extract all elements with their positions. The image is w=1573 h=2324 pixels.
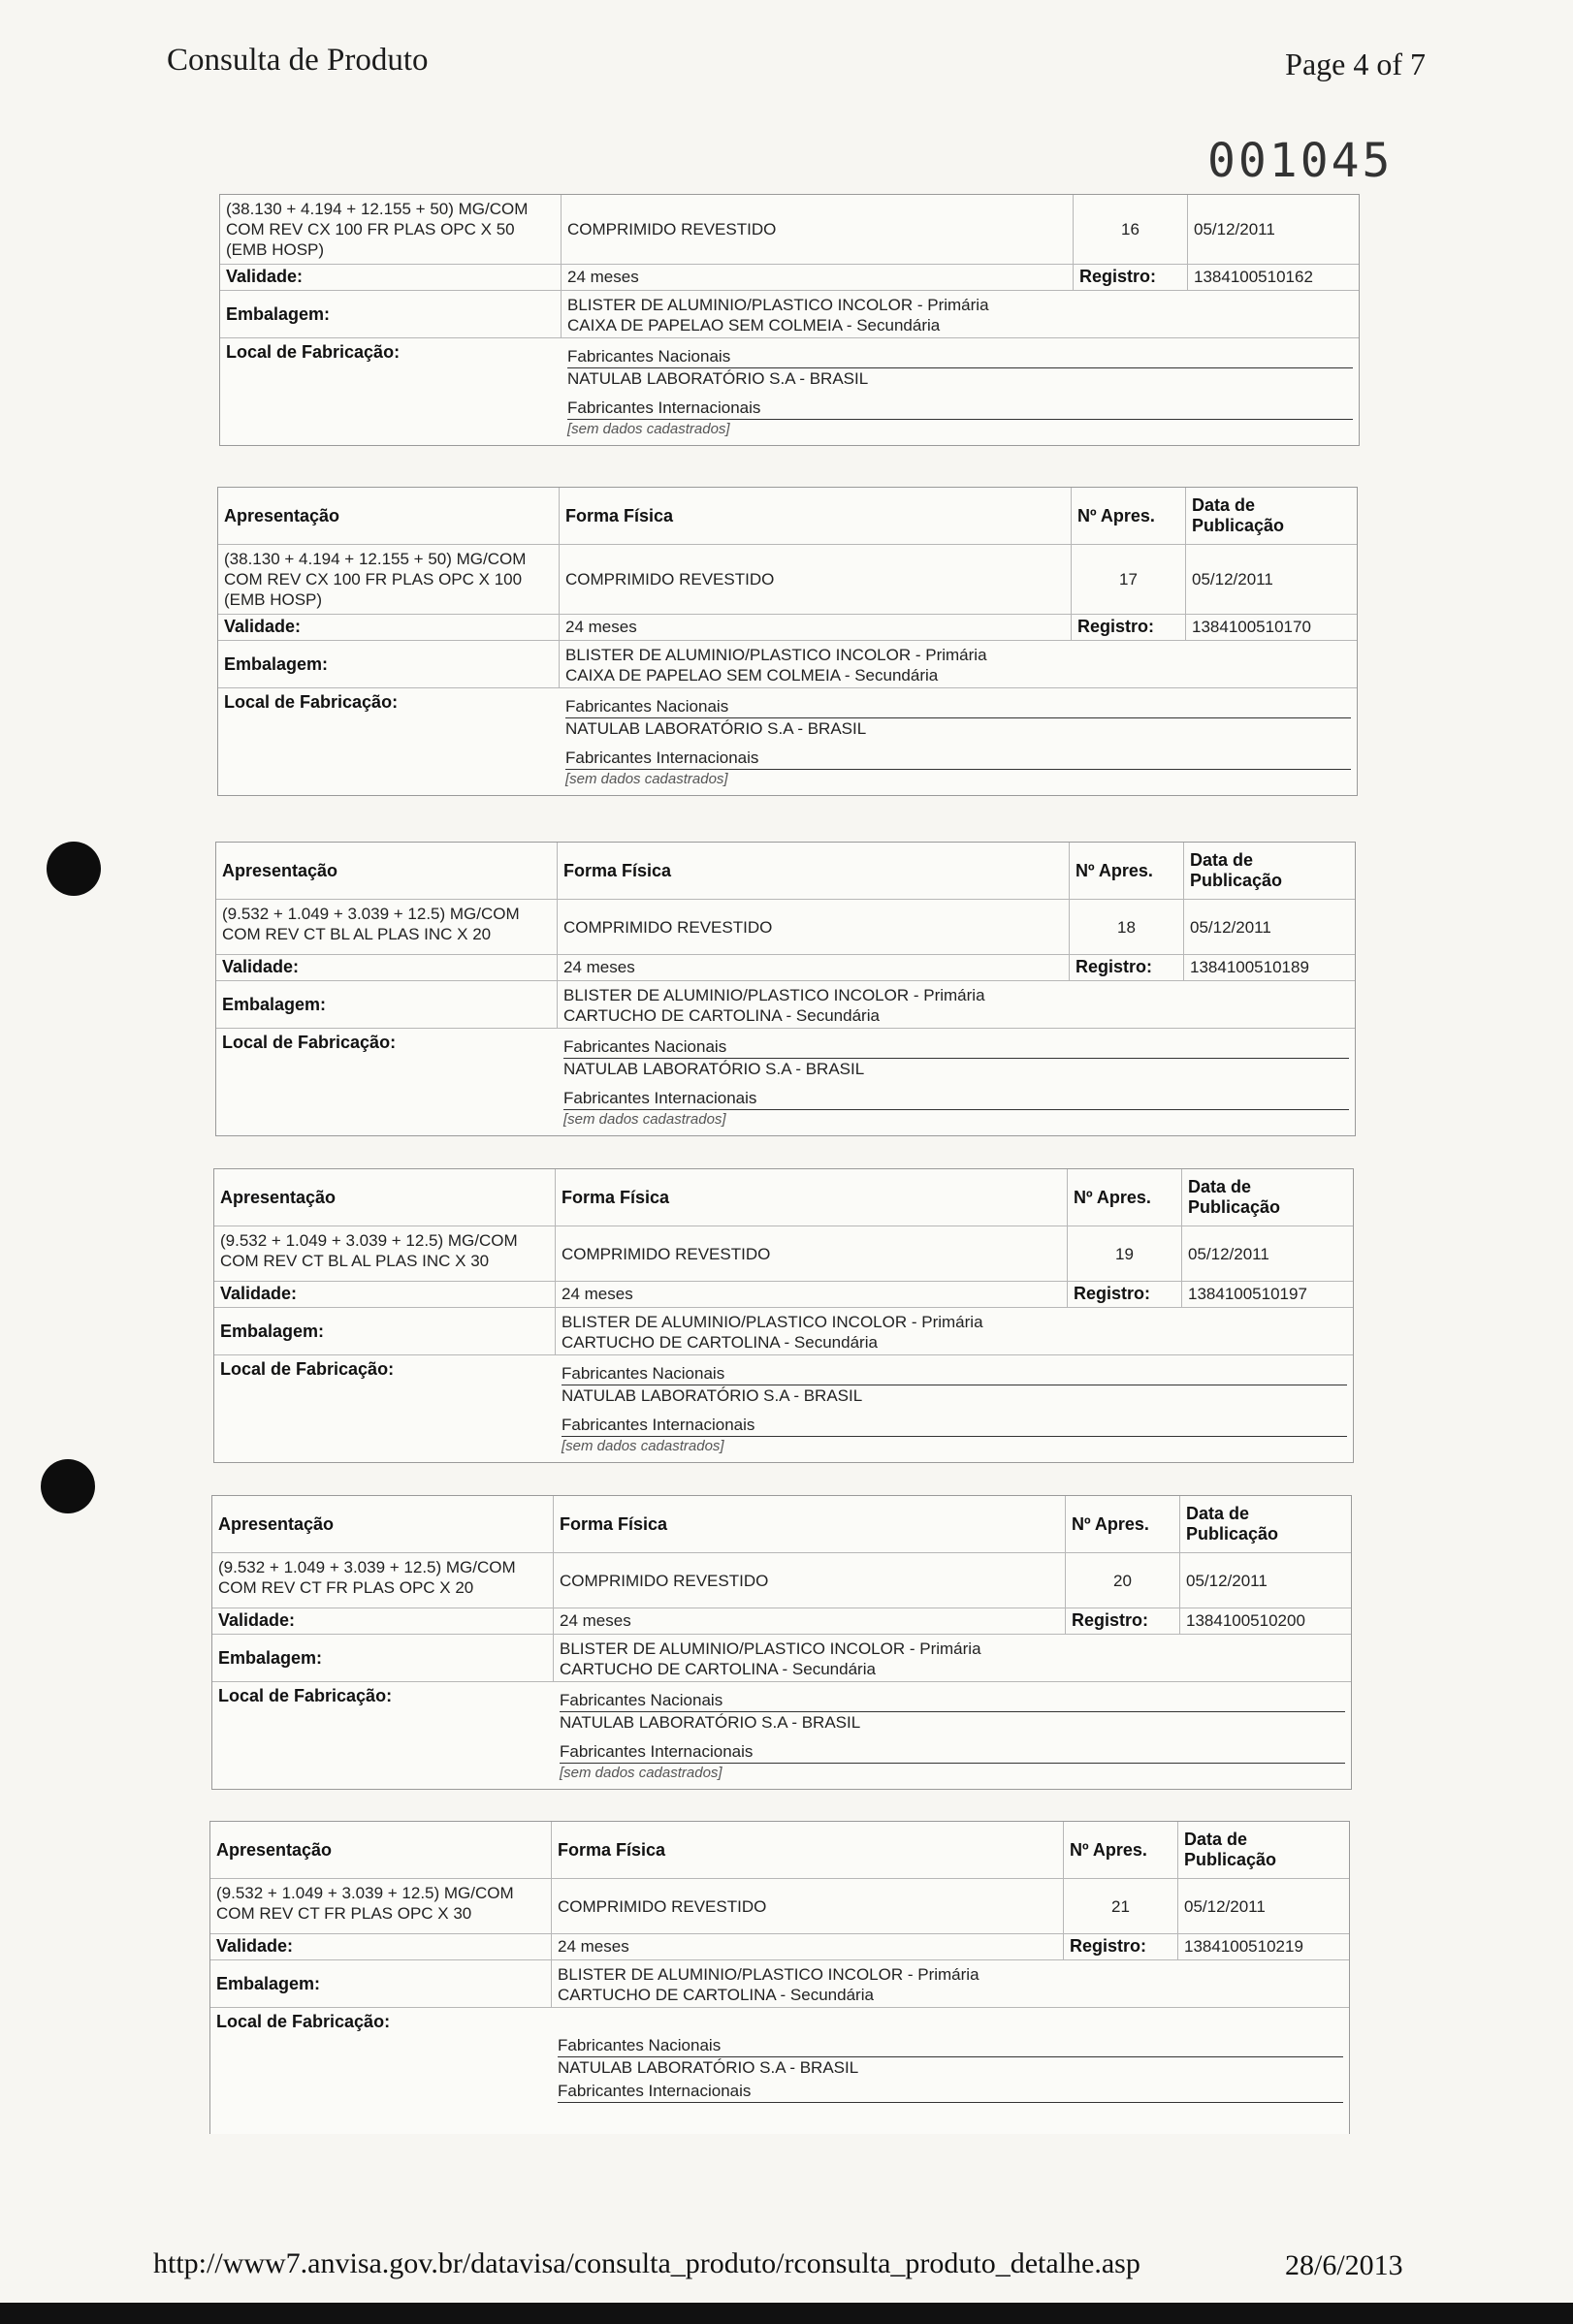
apresentacao-header: Apresentação [212,1496,554,1552]
n-apres-value: 18 [1070,900,1184,954]
fabricantes-nacionais-heading: Fabricantes Nacionais [563,1036,1349,1059]
local-fabricacao-label: Local de Fabricação: [226,342,401,362]
embalagem-primaria: BLISTER DE ALUMINIO/PLASTICO INCOLOR - Primária [567,296,989,314]
apresentacao-value: (38.130 + 4.194 + 12.155 + 50) MG/COM COM REV CX 100 FR PLAS OPC X 100 (EMB HOSP) [218,545,560,614]
fabricante-nacional: NATULAB LABORATÓRIO S.A - BRASIL [563,1060,865,1078]
forma-fisica-header: Forma Física [552,1822,1064,1878]
product-entry [215,842,1356,1136]
registro-label: Registro: [1072,615,1186,640]
fabricantes-internacionais-empty: [sem dados cadastrados] [560,1765,722,1781]
forma-fisica-header: Forma Física [558,843,1070,899]
registro-value: 1384100510200 [1186,1611,1305,1630]
registro-value: 1384100510162 [1194,268,1313,286]
apresentacao-value: (9.532 + 1.049 + 3.039 + 12.5) MG/COM COM REV CT BL AL PLAS INC X 20 [216,900,558,954]
data-publicacao-header: Data de Publicação [1184,1830,1277,1869]
registro-value: 1384100510219 [1184,1937,1303,1956]
product-entry [211,1495,1352,1790]
footer-date: 28/6/2013 [1285,2249,1403,2281]
forma-fisica-value: COMPRIMIDO REVESTIDO [562,195,1074,264]
embalagem-label: Embalagem: [218,641,560,687]
fabricantes-nacionais-heading: Fabricantes Nacionais [562,1363,1347,1385]
forma-fisica-value: COMPRIMIDO REVESTIDO [556,1226,1068,1281]
fabricante-nacional: NATULAB LABORATÓRIO S.A - BRASIL [562,1386,863,1405]
apresentacao-value: (9.532 + 1.049 + 3.039 + 12.5) MG/COM COM REV CT FR PLAS OPC X 20 [212,1553,554,1608]
n-apres-value: 17 [1072,545,1186,614]
validade-label: Validade: [216,955,558,980]
validade-value: 24 meses [554,1608,1066,1634]
embalagem-primaria: BLISTER DE ALUMINIO/PLASTICO INCOLOR - Primária [558,1965,979,1984]
data-publicacao-value: 05/12/2011 [1190,917,1271,937]
fabricantes-nacionais-heading: Fabricantes Nacionais [560,1690,1345,1712]
n-apres-header: Nº Apres. [1072,488,1186,544]
embalagem-primaria: BLISTER DE ALUMINIO/PLASTICO INCOLOR - Primária [562,1313,983,1331]
validade-label: Validade: [214,1282,556,1307]
n-apres-header: Nº Apres. [1066,1496,1180,1552]
fabricantes-nacionais-heading: Fabricantes Nacionais [558,2035,1343,2057]
embalagem-label: Embalagem: [212,1635,554,1681]
n-apres-header: Nº Apres. [1070,843,1184,899]
product-entry [213,1168,1354,1463]
fabricantes-section [558,1029,1355,1135]
fabricantes-internacionais-empty: [sem dados cadastrados] [562,1438,724,1454]
embalagem-label: Embalagem: [216,981,558,1028]
fabricante-nacional: NATULAB LABORATÓRIO S.A - BRASIL [565,719,867,738]
footer-url: http://www7.anvisa.gov.br/datavisa/consulta_produto/rconsulta_produto_detalhe.asp [153,2247,1140,2279]
local-fabricacao-label: Local de Fabricação: [220,1359,395,1379]
fabricantes-section [560,688,1357,795]
local-fabricacao-label: Local de Fabricação: [222,1033,397,1052]
validade-value: 24 meses [556,1282,1068,1307]
registro-value: 1384100510170 [1192,618,1311,636]
embalagem-secundaria: CARTUCHO DE CARTOLINA - Secundária [560,1660,876,1678]
validade-label: Validade: [210,1934,552,1959]
local-fabricacao-label: Local de Fabricação: [218,1686,393,1705]
n-apres-value: 19 [1068,1226,1182,1281]
embalagem-value [556,1308,1353,1354]
data-publicacao-header: Data de Publicação [1192,495,1285,535]
validade-value: 24 meses [562,265,1074,290]
forma-fisica-header: Forma Física [556,1169,1068,1226]
fabricantes-section [554,1682,1351,1789]
registro-label: Registro: [1070,955,1184,980]
fabricantes-internacionais-empty: [sem dados cadastrados] [565,771,728,787]
embalagem-value [554,1635,1351,1681]
embalagem-value [552,1960,1349,2007]
data-publicacao-value: 05/12/2011 [1192,570,1273,589]
local-fabricacao-label: Local de Fabricação: [224,692,399,712]
forma-fisica-value: COMPRIMIDO REVESTIDO [560,545,1072,614]
apresentacao-value: (9.532 + 1.049 + 3.039 + 12.5) MG/COM COM REV CT BL AL PLAS INC X 30 [214,1226,556,1281]
fabricante-nacional: NATULAB LABORATÓRIO S.A - BRASIL [560,1713,861,1732]
fabricantes-section [556,1355,1353,1462]
apresentacao-header: Apresentação [210,1822,552,1878]
fabricantes-section [552,2008,1349,2134]
fabricante-nacional: NATULAB LABORATÓRIO S.A - BRASIL [558,2058,859,2077]
forma-fisica-value: COMPRIMIDO REVESTIDO [558,900,1070,954]
n-apres-header: Nº Apres. [1064,1822,1178,1878]
page-number: Page 4 of 7 [1285,47,1426,81]
registro-value: 1384100510197 [1188,1285,1307,1303]
embalagem-label: Embalagem: [220,291,562,337]
fabricantes-internacionais-heading: Fabricantes Internacionais [560,1741,1345,1764]
fabricantes-internacionais-heading: Fabricantes Internacionais [563,1088,1349,1110]
page-title: Consulta de Produto [167,43,429,78]
data-publicacao-value: 05/12/2011 [1186,1571,1268,1590]
embalagem-secundaria: CARTUCHO DE CARTOLINA - Secundária [558,1986,874,2004]
validade-value: 24 meses [560,615,1072,640]
product-entry [209,1821,1350,2134]
fabricantes-internacionais-heading: Fabricantes Internacionais [558,2081,1343,2103]
data-publicacao-value: 05/12/2011 [1188,1244,1269,1263]
apresentacao-header: Apresentação [216,843,558,899]
apresentacao-value: (9.532 + 1.049 + 3.039 + 12.5) MG/COM COM REV CT FR PLAS OPC X 30 [210,1879,552,1933]
forma-fisica-value: COMPRIMIDO REVESTIDO [554,1553,1066,1608]
registro-label: Registro: [1064,1934,1178,1959]
n-apres-value: 21 [1064,1879,1178,1933]
data-publicacao-header: Data de Publicação [1188,1177,1281,1217]
registro-label: Registro: [1066,1608,1180,1634]
n-apres-value: 16 [1074,195,1188,264]
fabricantes-internacionais-empty: [sem dados cadastrados] [563,1111,726,1128]
embalagem-secundaria: CARTUCHO DE CARTOLINA - Secundária [563,1006,880,1025]
n-apres-value: 20 [1066,1553,1180,1608]
forma-fisica-header: Forma Física [554,1496,1066,1552]
embalagem-primaria: BLISTER DE ALUMINIO/PLASTICO INCOLOR - Primária [563,986,985,1004]
forma-fisica-header: Forma Física [560,488,1072,544]
product-entry [217,487,1358,796]
punch-hole-bottom [41,1459,95,1513]
validade-value: 24 meses [558,955,1070,980]
registro-value: 1384100510189 [1190,958,1309,976]
data-publicacao-value: 05/12/2011 [1194,220,1275,239]
apresentacao-header: Apresentação [214,1169,556,1226]
embalagem-primaria: BLISTER DE ALUMINIO/PLASTICO INCOLOR - Primária [565,646,987,664]
product-entry [219,194,1360,446]
data-publicacao-value: 05/12/2011 [1184,1896,1266,1916]
data-publicacao-header: Data de Publicação [1190,850,1283,890]
data-publicacao-header: Data de Publicação [1186,1504,1279,1544]
fabricantes-internacionais-heading: Fabricantes Internacionais [567,398,1353,420]
embalagem-secundaria: CAIXA DE PAPELAO SEM COLMEIA - Secundária [565,666,939,684]
embalagem-value [562,291,1359,337]
page-stamp-number: 001045 [1207,134,1394,188]
forma-fisica-value: COMPRIMIDO REVESTIDO [552,1879,1064,1933]
validade-label: Validade: [220,265,562,290]
apresentacao-header: Apresentação [218,488,560,544]
validade-label: Validade: [218,615,560,640]
validade-label: Validade: [212,1608,554,1634]
validade-value: 24 meses [552,1934,1064,1959]
embalagem-label: Embalagem: [214,1308,556,1354]
apresentacao-value: (38.130 + 4.194 + 12.155 + 50) MG/COM COM REV CX 100 FR PLAS OPC X 50 (EMB HOSP) [220,195,562,264]
embalagem-label: Embalagem: [210,1960,552,2007]
embalagem-secundaria: CARTUCHO DE CARTOLINA - Secundária [562,1333,878,1352]
embalagem-secundaria: CAIXA DE PAPELAO SEM COLMEIA - Secundária [567,316,941,334]
embalagem-value [560,641,1357,687]
fabricantes-internacionais-heading: Fabricantes Internacionais [565,748,1351,770]
n-apres-header: Nº Apres. [1068,1169,1182,1226]
registro-label: Registro: [1068,1282,1182,1307]
local-fabricacao-label: Local de Fabricação: [216,2012,391,2031]
fabricantes-internacionais-heading: Fabricantes Internacionais [562,1415,1347,1437]
scan-edge [0,2303,1573,2324]
embalagem-value [558,981,1355,1028]
punch-hole-top [47,842,101,896]
fabricantes-section [562,338,1359,445]
embalagem-primaria: BLISTER DE ALUMINIO/PLASTICO INCOLOR - Primária [560,1640,981,1658]
fabricantes-nacionais-heading: Fabricantes Nacionais [565,696,1351,718]
fabricantes-nacionais-heading: Fabricantes Nacionais [567,346,1353,368]
registro-label: Registro: [1074,265,1188,290]
fabricante-nacional: NATULAB LABORATÓRIO S.A - BRASIL [567,369,869,388]
fabricantes-internacionais-empty: [sem dados cadastrados] [567,421,730,437]
